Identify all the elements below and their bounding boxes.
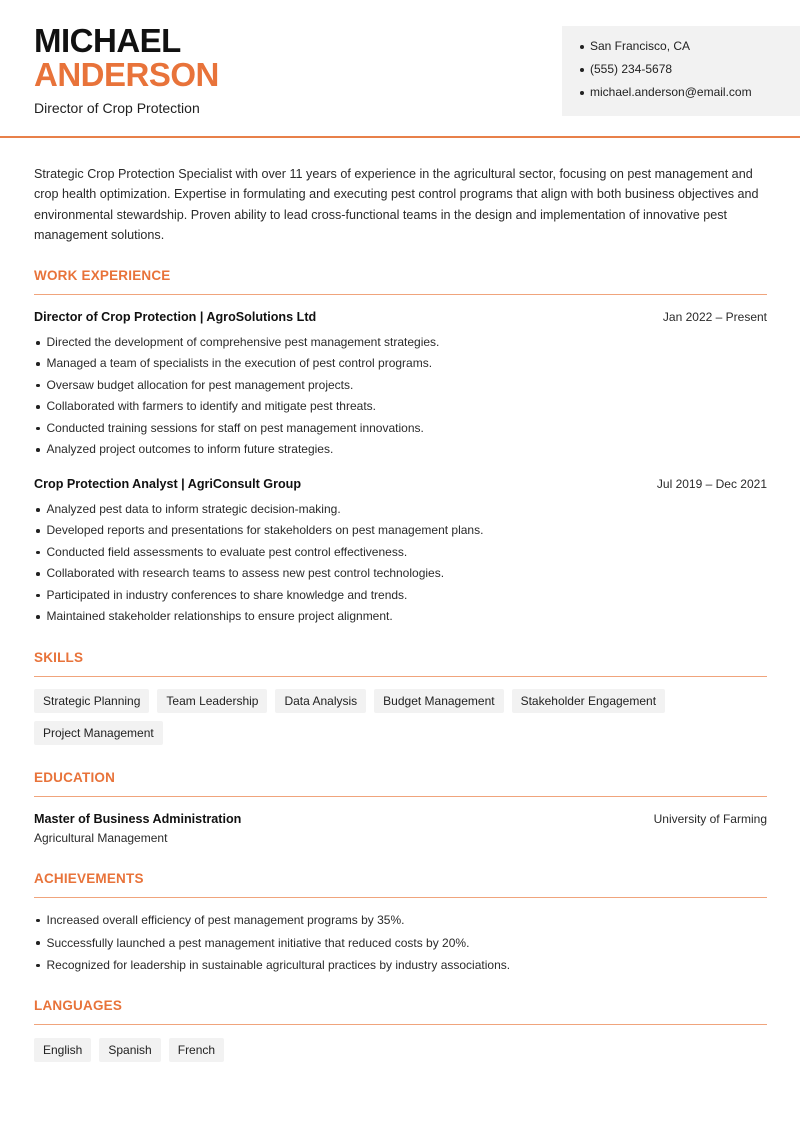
section-divider (34, 796, 767, 797)
bullet-text: Oversaw budget allocation for pest management projects. (46, 377, 354, 392)
language-chip: French (169, 1038, 224, 1062)
bullet-icon (36, 941, 40, 945)
list-item (36, 332, 766, 353)
bullet-icon (36, 427, 40, 431)
list-item (36, 954, 766, 977)
list-item (36, 439, 766, 460)
bullet-text: Analyzed project outcomes to inform future strategies. (46, 442, 334, 457)
bullet-icon (580, 45, 584, 49)
bullet-icon (36, 615, 40, 619)
list-item (36, 375, 766, 396)
contact-phone (580, 61, 800, 84)
bullet-text: Developed reports and presentations for stakeholders on pest management plans. (46, 523, 484, 538)
skill-chip: Team Leadership (157, 689, 267, 713)
job-bullet-list (36, 332, 766, 460)
section-divider (34, 676, 767, 677)
bullet-icon (36, 448, 40, 452)
list-item (36, 606, 766, 627)
bullet-text: Collaborated with research teams to assess new pest control technologies. (46, 566, 445, 581)
resume-header (0, 0, 800, 138)
list-item (36, 418, 766, 439)
bullet-text: Recognized for leadership in sustainable agricultural practices by industry associations. (46, 958, 511, 973)
achievements-list (36, 909, 766, 977)
language-chip: English (34, 1038, 91, 1062)
list-item (36, 353, 766, 374)
field-of-study: Agricultural Management (34, 831, 168, 845)
skill-chip: Budget Management (374, 689, 503, 713)
bullet-text: Increased overall efficiency of pest management programs by 35%. (46, 913, 405, 927)
last-name: ANDERSON (34, 56, 219, 93)
section-divider (34, 1024, 767, 1025)
list-item (36, 499, 766, 520)
bullet-icon (36, 405, 40, 409)
list-item (36, 563, 766, 584)
bullet-icon (36, 529, 40, 533)
bullet-icon (580, 68, 584, 72)
job-header (34, 477, 767, 491)
bullet-text: Successfully launched a pest management initiative that reduced costs by 20%. (46, 935, 470, 950)
section-title-work: WORK EXPERIENCE (34, 268, 171, 283)
section-title-languages: LANGUAGES (34, 998, 123, 1013)
bullet-text: Conducted field assessments to evaluate pest control effectiveness. (46, 544, 408, 559)
bullet-text: Collaborated with farmers to identify and mitigate pest threats. (46, 399, 376, 414)
bullet-icon (36, 594, 40, 598)
bullet-icon (36, 551, 40, 555)
skill-chip: Strategic Planning (34, 689, 149, 713)
list-item (36, 909, 766, 932)
job-bullet-list (36, 499, 766, 627)
bullet-icon (36, 384, 40, 388)
skill-chip: Stakeholder Engagement (512, 689, 665, 713)
language-chip: Spanish (99, 1038, 160, 1062)
bullet-icon (36, 508, 40, 512)
bullet-icon (36, 362, 40, 366)
bullet-text: Directed the development of comprehensive pest management strategies. (46, 335, 440, 349)
bullet-icon (36, 572, 40, 576)
job-header (34, 310, 767, 324)
skill-chip: Data Analysis (275, 689, 366, 713)
email-text: michael.anderson@email.com (590, 85, 752, 99)
job-heading: Director of Crop Protection | AgroSolutions Ltd (34, 310, 317, 324)
bullet-icon (36, 919, 40, 923)
job-heading: Crop Protection Analyst | AgriConsult Group (34, 477, 302, 491)
skills-list (34, 689, 769, 745)
list-item (36, 520, 766, 541)
bullet-text: Analyzed pest data to inform strategic decision-making. (46, 502, 341, 516)
bullet-text: Conducted training sessions for staff on pest management innovations. (46, 420, 424, 435)
school: University of Farming (653, 812, 767, 826)
contact-box (562, 26, 800, 116)
section-divider (34, 897, 767, 898)
section-title-skills: SKILLS (34, 650, 84, 665)
bullet-text: Managed a team of specialists in the execution of pest control programs. (46, 356, 433, 371)
job-dates: Jan 2022 – Present (662, 310, 767, 324)
summary-paragraph: Strategic Crop Protection Specialist with over 11 years of experience in the agricultural sector, focusing on pest management and crop health optimization. Expertise in formulating and executing pest control programs that align with both business objectives and environmental stewardship. Proven ability to lead cross-functional teams in the design and implementation of innovative pest management solutions. (34, 167, 759, 243)
degree: Master of Business Administration (34, 812, 242, 826)
contact-email (580, 84, 800, 107)
list-item (36, 932, 766, 955)
location-text: San Francisco, CA (590, 39, 691, 53)
skill-chip: Project Management (34, 721, 163, 745)
contact-location (580, 38, 800, 61)
list-item (36, 585, 766, 606)
list-item (36, 396, 766, 417)
bullet-icon (36, 964, 40, 968)
phone-text: (555) 234-5678 (590, 62, 673, 76)
section-title-education: EDUCATION (34, 770, 116, 785)
job-title: Director of Crop Protection (34, 100, 200, 116)
bullet-text: Participated in industry conferences to share knowledge and trends. (46, 587, 408, 602)
list-item (36, 542, 766, 563)
job-dates: Jul 2019 – Dec 2021 (656, 477, 767, 491)
bullet-icon (580, 91, 584, 95)
education-header (34, 812, 767, 826)
section-title-achievements: ACHIEVEMENTS (34, 871, 144, 886)
bullet-text: Maintained stakeholder relationships to ensure project alignment. (46, 609, 393, 624)
first-name: MICHAEL (34, 22, 181, 59)
languages-list (34, 1038, 769, 1062)
section-divider (34, 294, 767, 295)
bullet-icon (36, 341, 40, 345)
